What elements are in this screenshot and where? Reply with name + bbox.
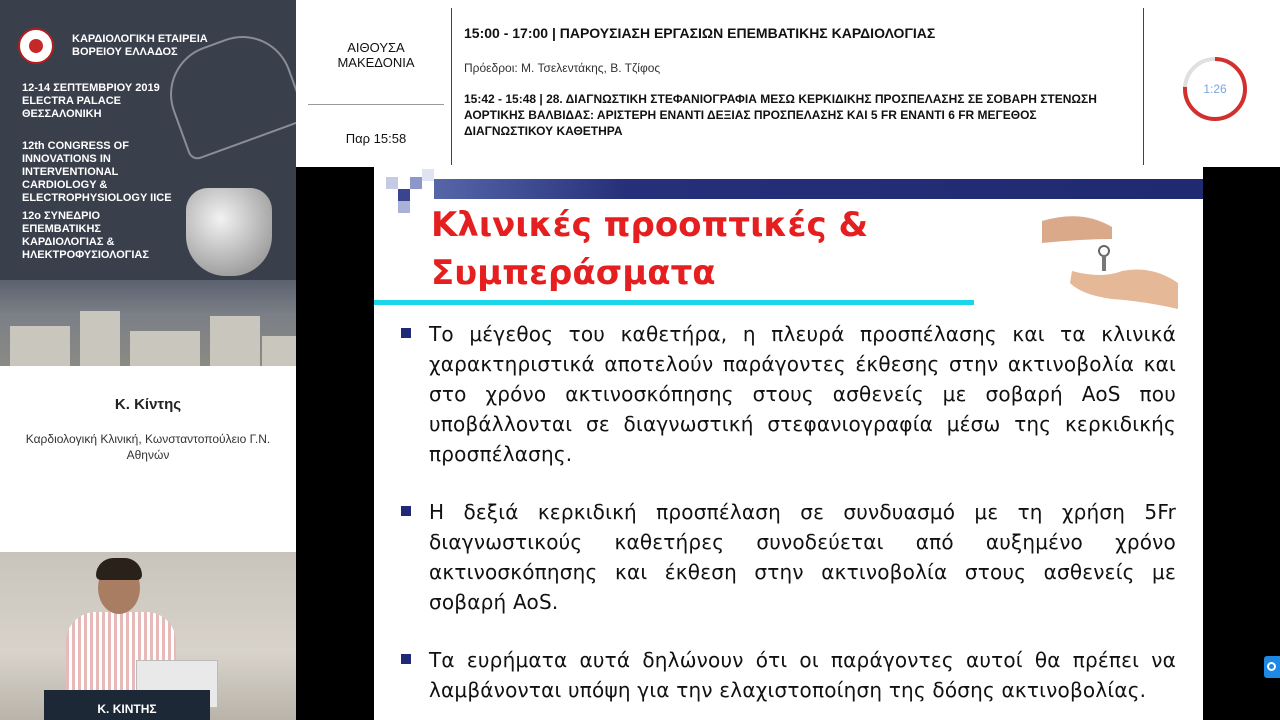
congress-title-english: 12th CONGRESS OF INNOVATIONS IN INTERVENTIONAL CARDIOLOGY & ELECTROPHYSIOLOGY IICE	[22, 140, 172, 204]
list-item: Τα ευρήματα αυτά δηλώνουν ότι οι παράγοντες αυτοί θα πρέπει να λαμβάνονται υπόψη για την ελαχιστοποίηση της δόσης ακτινοβολίας.	[401, 645, 1176, 705]
bullet-square-icon	[401, 328, 411, 338]
divider	[1143, 8, 1144, 165]
podium-label: Κ. ΚΙΝΤΗΣ	[97, 702, 157, 716]
speaker-video	[0, 552, 296, 720]
list-item: Το μέγεθος του καθετήρα, η πλευρά προσπέλασης και τα κλινικά χαρακτηριστικά αποτελούν παράγοντες έκθεσης στην ακτινοβολία και στο χρόνο ακτινοσκόπησης στους ασθενείς με σοβαρή AoS που υποβάλλονται σε διαγνωστική στεφανιογραφία μέσω της κερκιδικής προσπέλασης.	[401, 319, 1176, 469]
session-title: 15:00 - 17:00 | ΠΑΡΟΥΣΙΑΣΗ ΕΡΓΑΣΙΩΝ ΕΠΕΜΒΑΤΙΚΗΣ ΚΑΡΔΙΟΛΟΓΙΑΣ	[464, 25, 936, 41]
presentation-slide	[374, 167, 1203, 720]
bullet-list	[401, 319, 1176, 705]
current-time: Παρ 15:58	[345, 131, 407, 146]
timer-text: 1:26	[1203, 82, 1227, 96]
congress-dates: 12-14 ΣΕΠΤΕΜΒΡΙΟΥ 2019 ELECTRA PALACE ΘΕΣΣΑΛΟΝΙΚΗ	[22, 82, 160, 120]
speaker-name: Κ. Κίντης	[114, 396, 182, 413]
player-info-icon[interactable]	[1264, 656, 1280, 678]
slide-area	[296, 167, 1280, 720]
podium	[44, 690, 210, 720]
session-chairs: Πρόεδροι: Μ. Τσελεντάκης, Β. Τζίφος	[464, 61, 661, 75]
list-item: Η δεξιά κερκιδική προσπέλαση σε συνδυασμό με τη χρήση 5Fr διαγνωστικούς καθετήρες συνοδεύεται από αυξημένο χρόνο ακτινοσκόπησης και έκθεση στην ακτινοβολία στους ασθενείς με σοβαρή AoS.	[401, 497, 1176, 617]
room-label: ΑΙΘΟΥΣΑ ΜΑΚΕΔΟΝΙΑ	[308, 0, 444, 105]
slide-top-bar	[434, 179, 1203, 199]
speaker-affiliation: Καρδιολογική Κλινική, Κωνσταντοπούλειο Γ.Ν. Αθηνών	[25, 432, 271, 462]
title-underline	[374, 300, 974, 305]
speaker-panel	[0, 366, 296, 552]
city-photo	[0, 280, 296, 366]
pacemaker-graphic	[186, 188, 272, 276]
talk-title: 15:42 - 15:48 | 28. ΔΙΑΓΝΩΣΤΙΚΗ ΣΤΕΦΑΝΙΟΓΡΑΦΙΑ ΜΕΣΩ ΚΕΡΚΙΔΙΚΗΣ ΠΡΟΣΠΕΛΑΣΗΣ ΣΕ ΣΟΒΑΡΗ ΣΤΕΝΩΣΗ ΑΟΡΤΙΚΗΣ ΒΑΛΒΙΔΑΣ: ΑΡΙΣΤΕΡΗ ΕΝΑΝΤΙ ΔΕΞΙΑΣ ΠΡΟΣΠΕΛΑΣΗΣ ΚΑΙ 5 FR ΕΝΑΝΤΙ 6 FR ΜΕΓΕΘΟΣ ΔΙΑΓΝΩΣΤΙΚΟΥ ΚΑΘΕΤΗΡΑ	[464, 92, 1097, 138]
society-name: ΚΑΡΔΙΟΛΟΓΙΚΗ ΕΤΑΙΡΕΙΑ ΒΟΡΕΙΟΥ ΕΛΛΑΔΟΣ	[72, 33, 208, 58]
bullet-square-icon	[401, 654, 411, 664]
congress-banner	[0, 0, 296, 366]
bullet-square-icon	[401, 506, 411, 516]
congress-title-greek: 12ο ΣΥΝΕΔΡΙΟ ΕΠΕΜΒΑΤΙΚΗΣ ΚΑΡΔΙΟΛΟΓΙΑΣ & ΗΛΕΚΤΡΟΦΥΣΙΟΛΟΓΙΑΣ	[22, 210, 149, 261]
divider	[451, 8, 452, 165]
slide-title: Κλινικές προοπτικές & Συμπεράσματα	[431, 205, 869, 293]
society-logo-icon	[18, 28, 54, 64]
hands-key-icon	[1042, 209, 1178, 315]
session-header	[296, 0, 1280, 167]
countdown-timer	[1182, 56, 1248, 122]
